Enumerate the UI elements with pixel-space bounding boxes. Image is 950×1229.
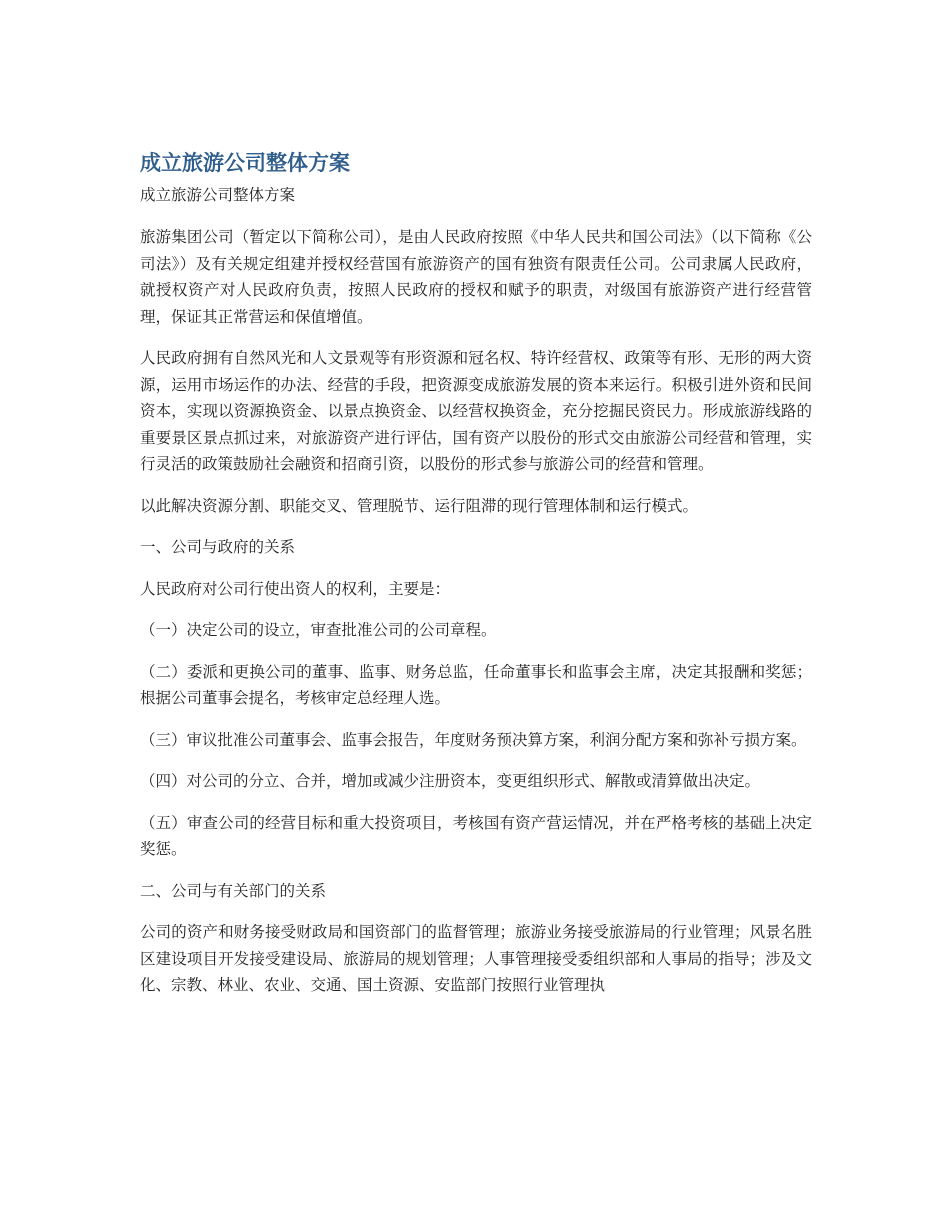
list-item-1: （一）决定公司的设立，审查批准公司的公司章程。 [140,621,497,639]
paragraph-intro: 旅游集团公司（暂定以下简称公司），是由人民政府按照《中华人民共和国公司法》（以下简称《公司法》）及有关规定组建并授权经营国有旅游资产的国有独资有限责任公司。公司隶属人民政府，就授权资产对人民政府负责，按照人民政府的授权和赋予的职责，对级国有旅游资产进行经营管理，保证其正常营运和保值增值。 [140,228,812,326]
list-item-5: （五）审查公司的经营目标和重大投资项目，考核国有资产营运情况，并在严格考核的基础上决定奖惩。 [140,813,812,858]
paragraph-purpose: 以此解决资源分割、职能交叉、管理脱节、运行阻滞的现行管理体制和运行模式。 [140,496,699,515]
paragraph-government-rights: 人民政府对公司行使出资人的权利，主要是： [140,579,451,598]
paragraph-departments: 公司的资产和财务接受财政局和国资部门的监督管理；旅游业务接受旅游局的行业管理；风景名胜区建设项目开发接受建设局、旅游局的规划管理；人事管理接受委组织部和人事局的指导；涉及文化、宗教、林业、农业、交通、国土资源、安监部门按照行业管理执 [140,923,812,994]
paragraph-resources: 人民政府拥有自然风光和人文景观等有形资源和冠名权、特许经营权、政策等有形、无形的两大资源，运用市场运作的办法、经营的手段，把资源变成旅游发展的资本来运行。积极引进外资和民间资本，实现以资源换资金、以景点换资金、以经营权换资金，充分挖掘民资民力。形成旅游线路的重要景区景点抓过来，对旅游资产进行评估，国有资产以股份的形式交由旅游公司经营和管理，实行灵活的政策鼓励社会融资和招商引资，以股份的形式参与旅游公司的经营和管理。 [140,349,812,473]
document-subtitle: 成立旅游公司整体方案 [140,186,296,204]
document-content [140,148,812,1014]
document-title: 成立旅游公司整体方案 [140,151,350,175]
list-item-3: （三）审议批准公司董事会、监事会报告，年度财务预决算方案，利润分配方案和弥补亏损方案。 [140,730,807,749]
list-item-2: （二）委派和更换公司的董事、监事、财务总监，任命董事长和监事会主席，决定其报酬和奖惩；根据公司董事会提名，考核审定总经理人选。 [140,662,812,707]
section-heading-government: 一、公司与政府的关系 [140,538,296,556]
section-heading-departments: 二、公司与有关部门的关系 [140,881,327,900]
list-item-4: （四）对公司的分立、合并，增加或减少注册资本，变更组织形式、解散或清算做出决定。 [140,772,761,790]
